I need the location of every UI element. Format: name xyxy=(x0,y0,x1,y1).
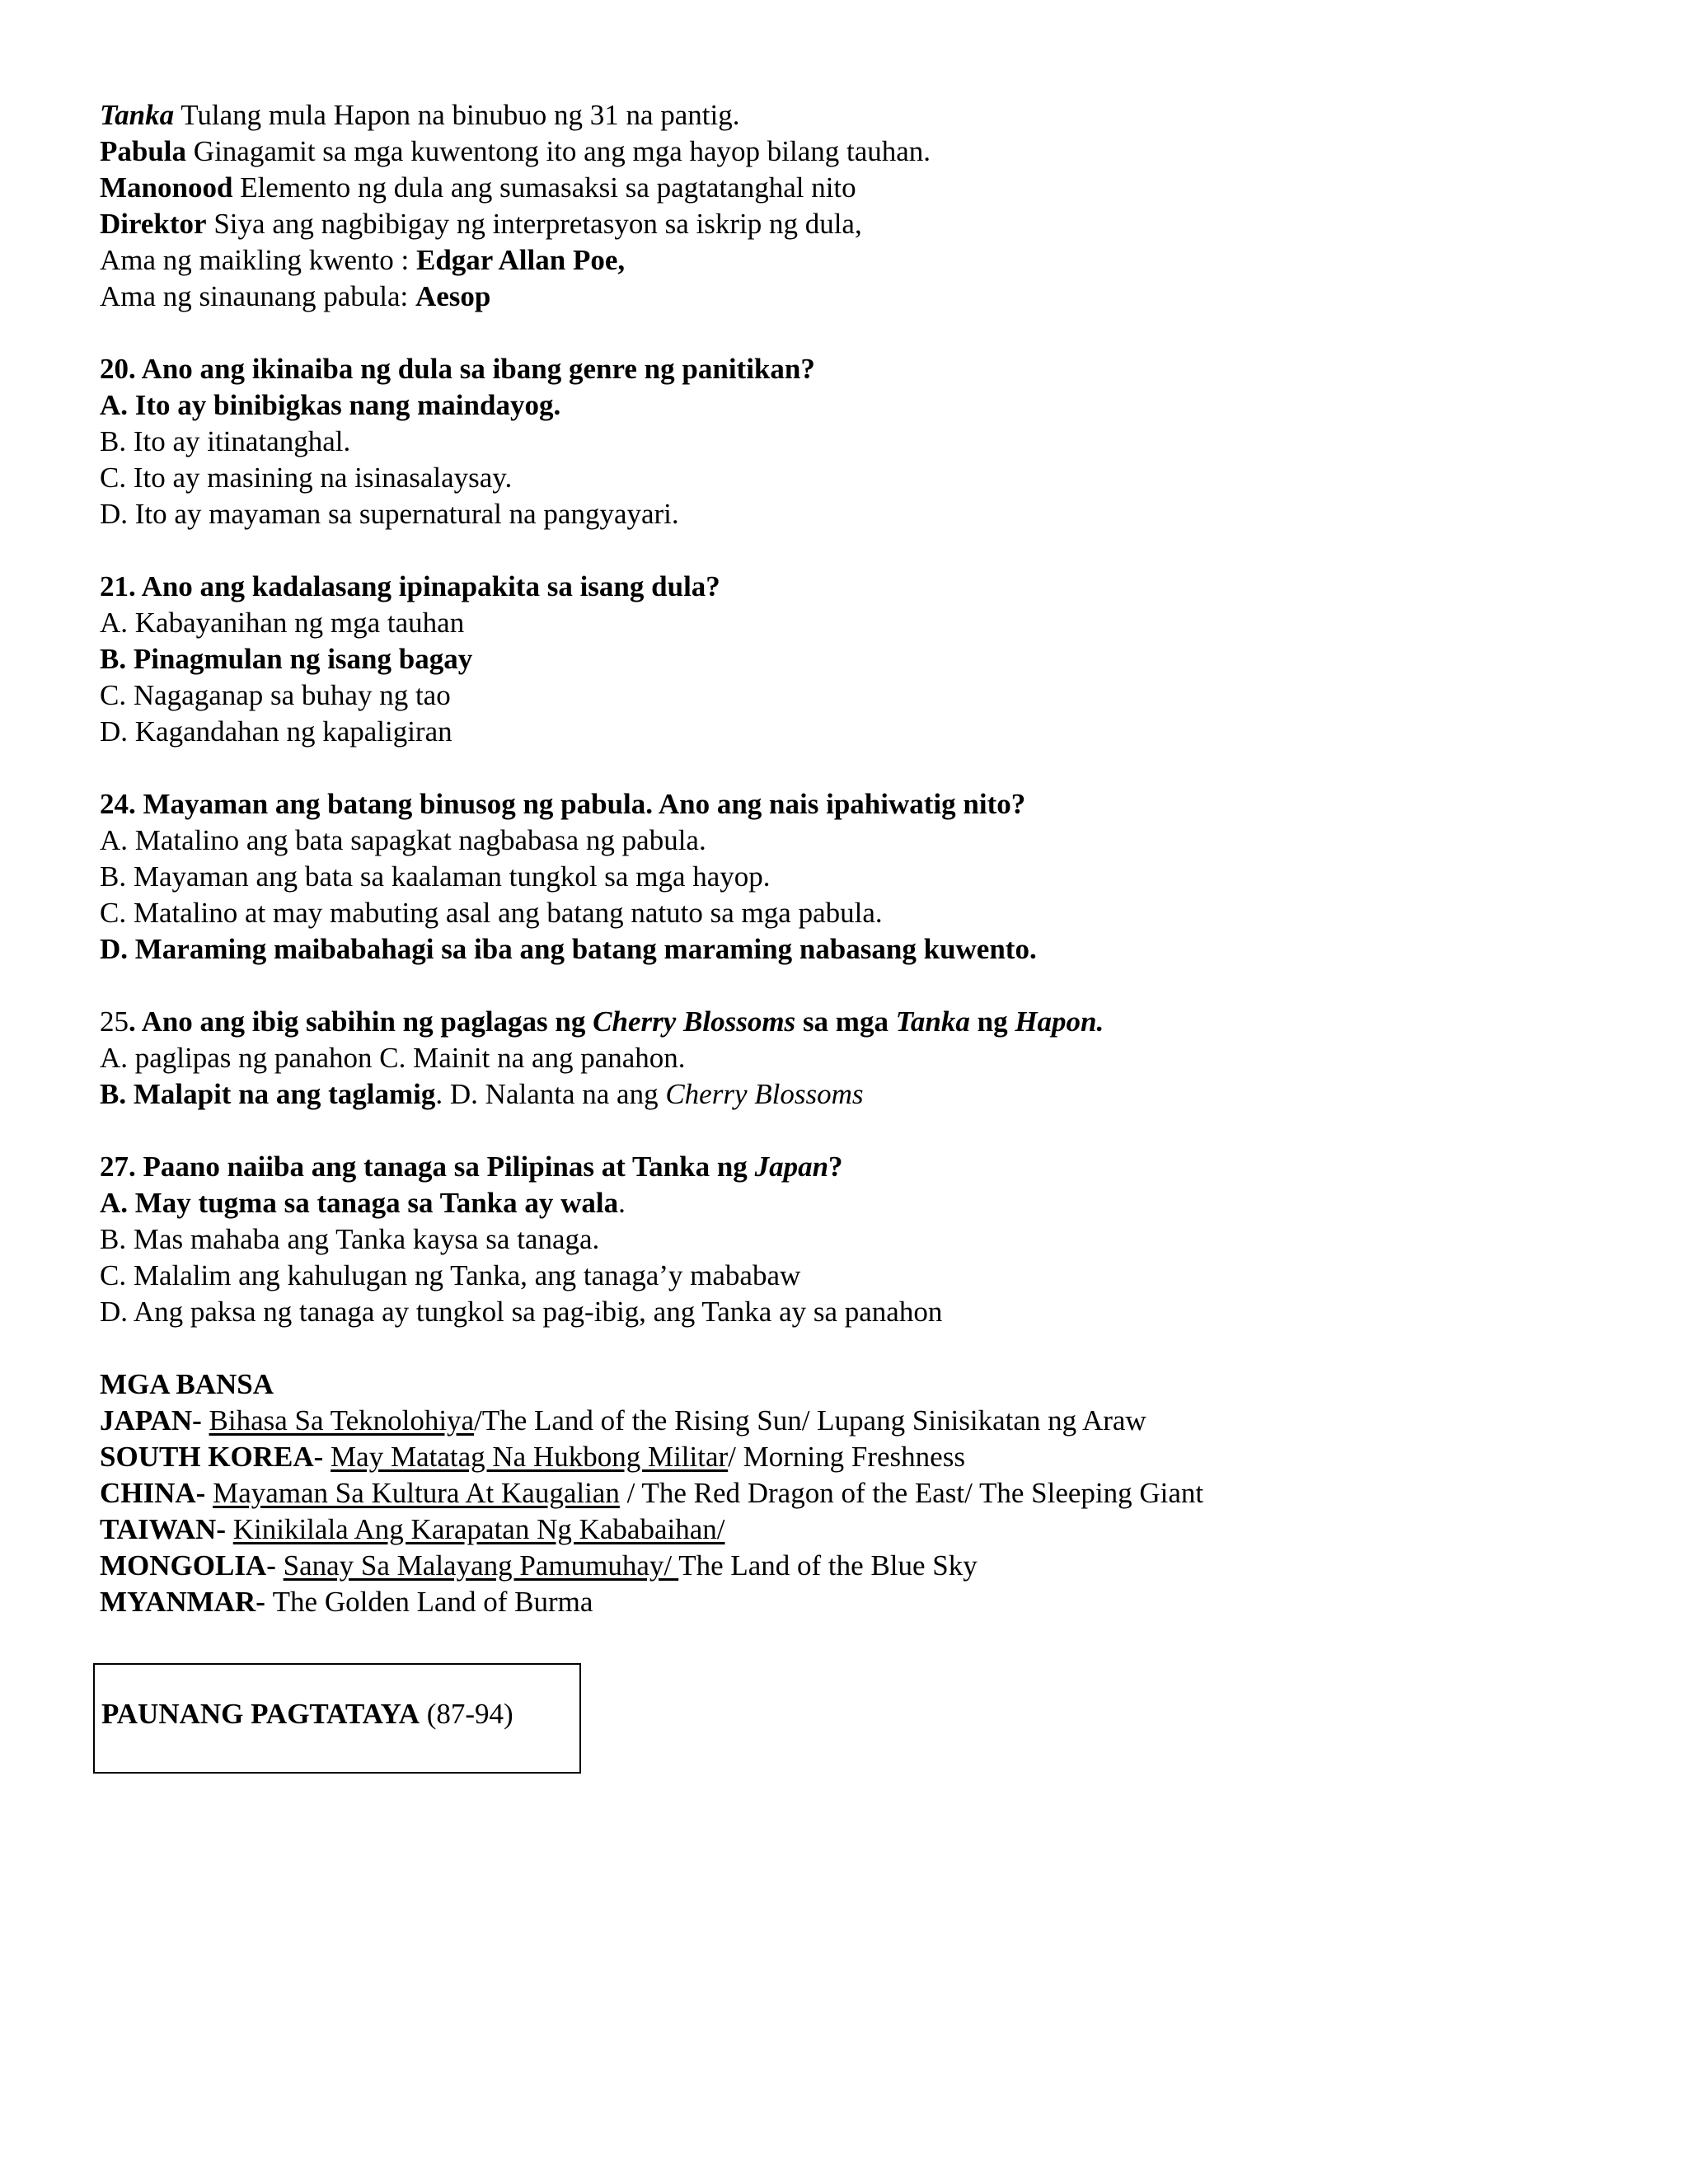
question-24: 24. Mayaman ang batang binusog ng pabula. Ano ang nais ipahiwatig nito? xyxy=(100,788,1026,820)
country-trait: May Matatag Na Hukbong Militar xyxy=(331,1441,729,1473)
box-pages: (87-94) xyxy=(420,1698,513,1730)
q27-choice-d: D. Ang paksa ng tanaga ay tungkol sa pag-ibig, ang Tanka ay sa panahon xyxy=(100,1296,943,1328)
q25-text: . Ano ang ibig sabihin ng paglagas ng xyxy=(129,1005,593,1038)
bansa-south-korea xyxy=(100,1439,1583,1475)
q24-choice-a: A. Matalino ang bata sapagkat nagbabasa ng pabula. xyxy=(100,824,706,856)
bansa-myanmar xyxy=(100,1584,1583,1620)
definition-text: Elemento ng dula ang sumasaksi sa pagtatanghal nito xyxy=(232,171,856,204)
bansa-japan xyxy=(100,1403,1583,1439)
definition-pabula xyxy=(100,134,1583,170)
father-pabula xyxy=(100,279,1583,315)
country-trait: Mayaman Sa Kultura At Kaugalian xyxy=(213,1477,620,1509)
q27-choice-a-text: A. May tugma sa tanaga sa Tanka ay wala xyxy=(100,1187,619,1219)
q20-choice-a: A. Ito ay binibigkas nang maindayog. xyxy=(100,389,561,421)
spacer xyxy=(100,1330,1583,1366)
q25-choices-a-c: A. paglipas ng panahon C. Mainit na ang panahon. xyxy=(100,1042,686,1074)
q20-choice-c: C. Ito ay masining na isinasalaysay. xyxy=(100,462,513,494)
definition-direktor xyxy=(100,206,1583,242)
bansa-china xyxy=(100,1475,1583,1511)
term-direktor: Direktor xyxy=(100,208,207,240)
q21-choice-a: A. Kabayanihan ng mga tauhan xyxy=(100,607,465,639)
country-nickname: /The Land of the Rising Sun/ Lupang Sinisikatan ng Araw xyxy=(474,1404,1146,1436)
q25-text: sa mga xyxy=(795,1005,896,1038)
country-trait: Sanay Sa Malayang Pamumuhay/ xyxy=(283,1549,679,1582)
country-name: TAIWAN- xyxy=(100,1513,233,1545)
q20-choice-b: B. Ito ay itinatanghal. xyxy=(100,425,351,457)
bansa-mongolia xyxy=(100,1548,1583,1584)
definition-manonood xyxy=(100,170,1583,206)
spacer xyxy=(100,532,1583,569)
question-20: 20. Ano ang ikinaiba ng dula sa ibang genre ng panitikan? xyxy=(100,353,815,385)
country-name: MONGOLIA- xyxy=(100,1549,284,1582)
father-name: Edgar Allan Poe, xyxy=(415,244,626,276)
father-name: Aesop xyxy=(415,280,491,312)
spacer xyxy=(100,968,1583,1004)
spacer xyxy=(100,750,1583,786)
question-21: 21. Ano ang kadalasang ipinapakita sa isang dula? xyxy=(100,570,720,602)
father-maikling-kwento xyxy=(100,242,1583,279)
paunang-pagtataya-box xyxy=(93,1663,581,1774)
definition-tanka xyxy=(100,97,1583,134)
definition-text: Ginagamit sa mga kuwentong ito ang mga hayop bilang tauhan. xyxy=(186,135,931,167)
q25-text: Tanka xyxy=(895,1005,970,1038)
father-label: Ama ng maikling kwento : xyxy=(100,244,416,276)
document-body xyxy=(100,97,1583,1620)
q27-text: ? xyxy=(828,1151,843,1183)
question-25 xyxy=(100,1004,1583,1040)
country-name: MYANMAR- xyxy=(100,1586,273,1618)
country-nickname: The Land of the Blue Sky xyxy=(678,1549,978,1582)
q25-text: ng xyxy=(969,1005,1015,1038)
country-nickname: / The Red Dragon of the East/ The Sleeping Giant xyxy=(619,1477,1204,1509)
bansa-taiwan xyxy=(100,1511,1583,1548)
q25-text: Cherry Blossoms xyxy=(593,1005,796,1038)
paunang-pagtataya-heading xyxy=(101,1696,513,1732)
q27-choice-a-period: . xyxy=(618,1187,626,1219)
country-name: JAPAN- xyxy=(100,1404,209,1436)
box-title: PAUNANG PAGTATAYA xyxy=(101,1698,420,1730)
q21-choice-b: B. Pinagmulan ng isang bagay xyxy=(100,643,473,675)
q27-text: Japan xyxy=(754,1151,829,1183)
definition-text: Tulang mula Hapon na binubuo ng 31 na pantig. xyxy=(174,99,740,131)
q24-choice-d: D. Maraming maibabahagi sa iba ang batang maraming nabasang kuwento. xyxy=(100,933,1037,965)
q25-text: Hapon. xyxy=(1015,1005,1104,1038)
definition-text: Siya ang nagbibigay ng interpretasyon sa iskrip ng dula, xyxy=(206,208,862,240)
country-trait: Bihasa Sa Teknolohiya xyxy=(209,1404,475,1436)
q21-choice-c: C. Nagaganap sa buhay ng tao xyxy=(100,679,451,711)
spacer xyxy=(100,1113,1583,1149)
country-name: SOUTH KOREA- xyxy=(100,1441,331,1473)
father-label: Ama ng sinaunang pabula: xyxy=(100,280,415,312)
q20-choice-d: D. Ito ay mayaman sa supernatural na pangyayari. xyxy=(100,498,679,530)
country-trait: Kinikilala Ang Karapatan Ng Kababaihan/ xyxy=(232,1513,725,1545)
country-nickname: / Morning Freshness xyxy=(728,1441,965,1473)
q25-choice-d-italic: Cherry Blossoms xyxy=(665,1078,864,1110)
q21-choice-d: D. Kagandahan ng kapaligiran xyxy=(100,715,452,748)
q25-choice-b: B. Malapit na ang taglamig xyxy=(100,1078,436,1110)
term-pabula: Pabula xyxy=(100,135,187,167)
q27-text: 27. Paano naiiba ang tanaga sa Pilipinas at Tanka ng xyxy=(100,1151,755,1183)
question-27 xyxy=(100,1149,1583,1185)
term-manonood: Manonood xyxy=(100,171,233,204)
q27-choice-a xyxy=(100,1185,1583,1221)
q25-choices-b-d xyxy=(100,1076,1583,1113)
q27-choice-b: B. Mas mahaba ang Tanka kaysa sa tanaga. xyxy=(100,1223,600,1255)
country-nickname: The Golden Land of Burma xyxy=(272,1586,593,1618)
q25-choice-d: . D. Nalanta na ang xyxy=(435,1078,666,1110)
term-tanka: Tanka xyxy=(100,99,175,131)
spacer xyxy=(100,315,1583,351)
q27-choice-c: C. Malalim ang kahulugan ng Tanka, ang tanaga’y mababaw xyxy=(100,1259,801,1291)
bansa-heading: MGA BANSA xyxy=(100,1368,274,1400)
country-name: CHINA- xyxy=(100,1477,213,1509)
q24-choice-b: B. Mayaman ang bata sa kaalaman tungkol sa mga hayop. xyxy=(100,860,771,893)
q25-number: 25 xyxy=(100,1005,129,1038)
q24-choice-c: C. Matalino at may mabuting asal ang batang natuto sa mga pabula. xyxy=(100,897,883,929)
